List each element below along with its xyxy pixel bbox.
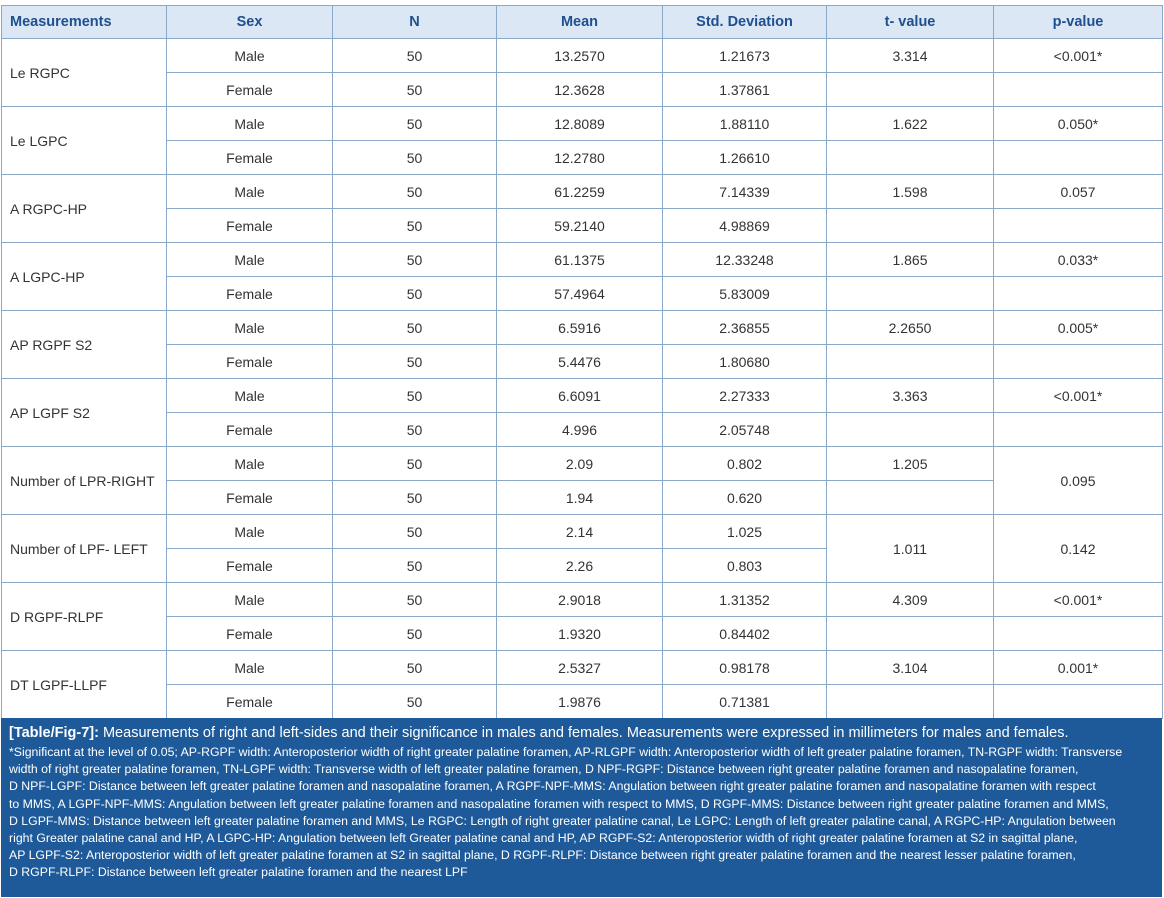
caption-note-line: width of right greater palatine foramen, TN-LGPF width: Transverse width of left greater palatine foramen, D NPF-RGPF: Distance between right greater palatine foramen and nasopalatine foramen, xyxy=(9,762,1079,777)
measurement-cell: Le LGPC xyxy=(2,107,167,175)
measurement-cell: D RGPF-RLPF xyxy=(2,583,167,651)
sex-cell: Female xyxy=(167,481,333,515)
table-row xyxy=(2,685,1163,719)
table-row xyxy=(2,73,1163,107)
mean-cell: 1.94 xyxy=(497,481,663,515)
p-value-cell: 0.057 xyxy=(994,175,1163,209)
table-row xyxy=(2,141,1163,175)
p-value-cell: 0.005* xyxy=(994,311,1163,345)
p-value-cell-empty xyxy=(994,413,1163,447)
header-mean: Mean xyxy=(497,6,663,39)
n-cell: 50 xyxy=(333,209,497,243)
measurement-cell: Number of LPF- LEFT xyxy=(2,515,167,583)
mean-cell: 59.2140 xyxy=(497,209,663,243)
n-cell: 50 xyxy=(333,311,497,345)
sex-cell: Male xyxy=(167,583,333,617)
sd-cell: 1.21673 xyxy=(663,39,827,73)
table-row xyxy=(2,515,1163,549)
sex-cell: Female xyxy=(167,617,333,651)
t-value-cell: 1.865 xyxy=(827,243,994,277)
t-value-cell: 2.2650 xyxy=(827,311,994,345)
mean-cell: 6.6091 xyxy=(497,379,663,413)
sex-cell: Male xyxy=(167,175,333,209)
sd-cell: 1.37861 xyxy=(663,73,827,107)
measurement-cell: Le RGPC xyxy=(2,39,167,107)
mean-cell: 12.8089 xyxy=(497,107,663,141)
sex-cell: Male xyxy=(167,447,333,481)
sd-cell: 2.05748 xyxy=(663,413,827,447)
measurement-cell: AP LGPF S2 xyxy=(2,379,167,447)
sex-cell: Male xyxy=(167,107,333,141)
sex-cell: Male xyxy=(167,39,333,73)
caption-note-line: D RGPF-RLPF: Distance between left greater palatine foramen and the nearest LPF xyxy=(9,865,468,880)
table-row xyxy=(2,481,1163,515)
header-measurements: Measurements xyxy=(2,6,167,39)
mean-cell: 2.5327 xyxy=(497,651,663,685)
p-value-cell-empty xyxy=(994,141,1163,175)
sex-cell: Female xyxy=(167,549,333,583)
sex-cell: Female xyxy=(167,209,333,243)
header-p-value: p-value xyxy=(994,6,1163,39)
mean-cell: 2.9018 xyxy=(497,583,663,617)
t-value-cell: 1.205 xyxy=(827,447,994,481)
p-value-cell: <0.001* xyxy=(994,583,1163,617)
table-row xyxy=(2,413,1163,447)
p-value-cell-empty xyxy=(994,73,1163,107)
mean-cell: 61.1375 xyxy=(497,243,663,277)
p-value-cell: 0.095 xyxy=(994,447,1163,515)
mean-cell: 5.4476 xyxy=(497,345,663,379)
header-sex: Sex xyxy=(167,6,333,39)
table-row xyxy=(2,209,1163,243)
sex-cell: Female xyxy=(167,73,333,107)
p-value-cell: 0.001* xyxy=(994,651,1163,685)
table-caption xyxy=(1,718,1162,897)
measurement-cell: A RGPC-HP xyxy=(2,175,167,243)
sd-cell: 2.27333 xyxy=(663,379,827,413)
caption-note-line: to MMS, A LGPF-NPF-MMS: Angulation between left greater palatine foramen and nasopalatine foramen with respect to MMS, D RGPF-MMS: Distance between right greater palatine foramen and MMS, xyxy=(9,796,1109,811)
table-row xyxy=(2,345,1163,379)
mean-cell: 1.9320 xyxy=(497,617,663,651)
n-cell: 50 xyxy=(333,549,497,583)
measurements-table xyxy=(1,5,1163,719)
n-cell: 50 xyxy=(333,39,497,73)
measurement-cell: A LGPC-HP xyxy=(2,243,167,311)
p-value-cell: 0.142 xyxy=(994,515,1163,583)
t-value-cell-empty xyxy=(827,481,994,515)
sd-cell: 7.14339 xyxy=(663,175,827,209)
sd-cell: 1.025 xyxy=(663,515,827,549)
caption-note-line: *Significant at the level of 0.05; AP-RGPF width: Anteroposterior width of right greater palatine foramen, AP-RLGPF width: Anteroposterior width of left greater palatine foramen, TN-RGPF width: Transverse xyxy=(9,745,1123,759)
n-cell: 50 xyxy=(333,243,497,277)
sd-cell: 0.620 xyxy=(663,481,827,515)
n-cell: 50 xyxy=(333,107,497,141)
measurement-cell: Number of LPR-RIGHT xyxy=(2,447,167,515)
table-row xyxy=(2,447,1163,481)
table-header-row xyxy=(2,6,1163,39)
sex-cell: Female xyxy=(167,413,333,447)
sd-cell: 0.802 xyxy=(663,447,827,481)
n-cell: 50 xyxy=(333,175,497,209)
mean-cell: 12.2780 xyxy=(497,141,663,175)
n-cell: 50 xyxy=(333,73,497,107)
mean-cell: 13.2570 xyxy=(497,39,663,73)
p-value-cell-empty xyxy=(994,345,1163,379)
table-row xyxy=(2,379,1163,413)
sd-cell: 5.83009 xyxy=(663,277,827,311)
t-value-cell: 1.622 xyxy=(827,107,994,141)
n-cell: 50 xyxy=(333,685,497,719)
n-cell: 50 xyxy=(333,481,497,515)
caption-note-line: AP LGPF-S2: Anteroposterior width of left greater palatine foramen at S2 in sagittal plane, D RGPF-RLPF: Distance between right greater palatine foramen and the nearest lesser palatine foramen, xyxy=(9,848,1076,863)
n-cell: 50 xyxy=(333,515,497,549)
table-row xyxy=(2,39,1163,73)
n-cell: 50 xyxy=(333,617,497,651)
t-value-cell-empty xyxy=(827,141,994,175)
table-row xyxy=(2,651,1163,685)
n-cell: 50 xyxy=(333,277,497,311)
caption-note-line: right Greater palatine canal and HP, A LGPC-HP: Angulation between left Greater palatine canal and HP, AP RGPF-S2: Anteroposterior width of right greater palatine foramen at S2 in sagittal plane, xyxy=(9,831,1078,846)
mean-cell: 6.5916 xyxy=(497,311,663,345)
t-value-cell-empty xyxy=(827,413,994,447)
p-value-cell-empty xyxy=(994,277,1163,311)
mean-cell: 4.996 xyxy=(497,413,663,447)
sex-cell: Female xyxy=(167,345,333,379)
mean-cell: 2.09 xyxy=(497,447,663,481)
header-n: N xyxy=(333,6,497,39)
header-std-deviation: Std. Deviation xyxy=(663,6,827,39)
mean-cell: 57.4964 xyxy=(497,277,663,311)
t-value-cell: 3.314 xyxy=(827,39,994,73)
n-cell: 50 xyxy=(333,651,497,685)
sd-cell: 2.36855 xyxy=(663,311,827,345)
sex-cell: Female xyxy=(167,685,333,719)
table-row xyxy=(2,175,1163,209)
caption-text: Measurements of right and left-sides and their significance in males and females. Measurements were expressed in millimeters for males and females. xyxy=(98,725,1069,741)
sd-cell: 0.84402 xyxy=(663,617,827,651)
p-value-cell: 0.033* xyxy=(994,243,1163,277)
caption-main xyxy=(9,724,1154,742)
sex-cell: Male xyxy=(167,515,333,549)
p-value-cell: <0.001* xyxy=(994,39,1163,73)
t-value-cell-empty xyxy=(827,209,994,243)
t-value-cell-empty xyxy=(827,277,994,311)
t-value-cell: 3.363 xyxy=(827,379,994,413)
t-value-cell: 1.011 xyxy=(827,515,994,583)
n-cell: 50 xyxy=(333,447,497,481)
sd-cell: 0.98178 xyxy=(663,651,827,685)
sd-cell: 1.80680 xyxy=(663,345,827,379)
mean-cell: 61.2259 xyxy=(497,175,663,209)
p-value-cell: <0.001* xyxy=(994,379,1163,413)
sd-cell: 12.33248 xyxy=(663,243,827,277)
mean-cell: 2.26 xyxy=(497,549,663,583)
p-value-cell-empty xyxy=(994,617,1163,651)
table-row xyxy=(2,243,1163,277)
table-row xyxy=(2,617,1163,651)
t-value-cell: 4.309 xyxy=(827,583,994,617)
caption-note-line: D NPF-LGPF: Distance between left greater palatine foramen and nasopalatine foramen, A RGPF-NPF-MMS: Angulation between right greater palatine foramen and nasopalatine foramen with respect xyxy=(9,779,1096,794)
n-cell: 50 xyxy=(333,413,497,447)
sd-cell: 0.71381 xyxy=(663,685,827,719)
table-row xyxy=(2,107,1163,141)
sd-cell: 1.26610 xyxy=(663,141,827,175)
sex-cell: Male xyxy=(167,243,333,277)
t-value-cell-empty xyxy=(827,345,994,379)
t-value-cell-empty xyxy=(827,73,994,107)
mean-cell: 12.3628 xyxy=(497,73,663,107)
table-row xyxy=(2,311,1163,345)
t-value-cell: 3.104 xyxy=(827,651,994,685)
mean-cell: 2.14 xyxy=(497,515,663,549)
caption-note-line: D LGPF-MMS: Distance between left greater palatine foramen and MMS, Le RGPC: Length of right greater palatine canal, Le LGPC: Length of left greater palatine canal, A RGPC-HP: Angulation between xyxy=(9,813,1116,828)
sd-cell: 1.31352 xyxy=(663,583,827,617)
caption-notes xyxy=(9,744,1154,882)
measurement-cell: DT LGPF-LLPF xyxy=(2,651,167,719)
p-value-cell: 0.050* xyxy=(994,107,1163,141)
n-cell: 50 xyxy=(333,345,497,379)
mean-cell: 1.9876 xyxy=(497,685,663,719)
header-t-value: t- value xyxy=(827,6,994,39)
t-value-cell-empty xyxy=(827,617,994,651)
sd-cell: 0.803 xyxy=(663,549,827,583)
t-value-cell-empty xyxy=(827,685,994,719)
n-cell: 50 xyxy=(333,583,497,617)
t-value-cell: 1.598 xyxy=(827,175,994,209)
sex-cell: Male xyxy=(167,311,333,345)
sex-cell: Male xyxy=(167,651,333,685)
n-cell: 50 xyxy=(333,379,497,413)
sd-cell: 4.98869 xyxy=(663,209,827,243)
table-body xyxy=(2,39,1163,719)
caption-label: [Table/Fig-7]: xyxy=(9,725,99,741)
sex-cell: Male xyxy=(167,379,333,413)
sd-cell: 1.88110 xyxy=(663,107,827,141)
measurement-cell: AP RGPF S2 xyxy=(2,311,167,379)
p-value-cell-empty xyxy=(994,685,1163,719)
sex-cell: Female xyxy=(167,141,333,175)
table-row xyxy=(2,277,1163,311)
n-cell: 50 xyxy=(333,141,497,175)
table-row xyxy=(2,583,1163,617)
p-value-cell-empty xyxy=(994,209,1163,243)
sex-cell: Female xyxy=(167,277,333,311)
